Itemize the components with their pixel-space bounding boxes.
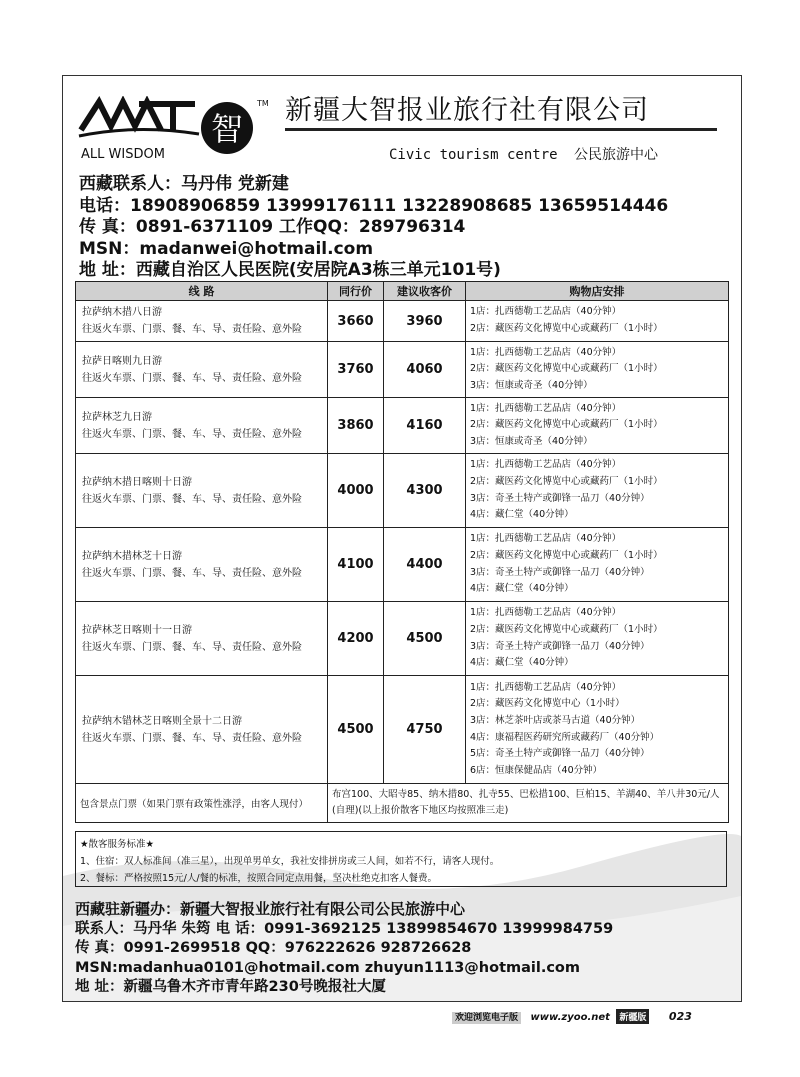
table-row: [76, 602, 729, 676]
tibet-contact-block: [79, 174, 668, 282]
route-name: 拉萨纳木措林芝十日游: [82, 550, 182, 562]
route-cell: [76, 602, 328, 676]
route-cell: [76, 676, 328, 784]
office-title: 西藏驻新疆办：新疆大智报业旅行社有限公司公民旅游中心: [75, 900, 466, 918]
shop-item: 2店：藏医药文化博览中心或藏药厂（1小时）: [470, 323, 663, 334]
shop-item: 2店：藏医药文化博览中心（1小时）: [470, 698, 625, 710]
retail-price: 4060: [384, 342, 466, 398]
shop-item: 2店：藏医药文化博览中心或藏药厂（1小时）: [470, 475, 663, 487]
service-standard-title: ★散客服务标准★: [80, 839, 155, 850]
route-cell: [76, 342, 328, 398]
route-cell: [76, 454, 328, 528]
shop-item: 1店：扎西德勒工艺品店（40分钟）: [470, 681, 622, 693]
retail-price: 3960: [384, 301, 466, 342]
route-name: 拉萨纳木措日喀则十日游: [82, 476, 192, 488]
shop-item: 1店：扎西德勒工艺品店（40分钟）: [470, 459, 622, 471]
office-phone: 联系人：马丹华 朱筠 电 话：0991-3692125 13899854670 13999984759: [75, 920, 614, 937]
table-row: [76, 454, 729, 528]
peer-price: 3760: [328, 342, 384, 398]
shop-item: 3店：奇圣土特产或御锋一品刀（40分钟）: [470, 566, 650, 578]
route-cell: [76, 398, 328, 454]
shop-item: 4店：藏仁堂（40分钟）: [470, 509, 574, 521]
shop-item: 2店：藏医药文化博览中心或藏药厂（1小时）: [470, 419, 663, 431]
company-name: 新疆大智报业旅行社有限公司: [285, 95, 649, 126]
peer-price: 4200: [328, 602, 384, 676]
shop-item: 2店：藏医药文化博览中心或藏药厂（1小时）: [470, 549, 663, 561]
svg-text:ALL WISDOM: ALL WISDOM: [81, 147, 165, 162]
shop-item: 1店：扎西德勒工艺品店（40分钟）: [470, 533, 622, 545]
shop-item: 1店：扎西德勒工艺品店（40分钟）: [470, 607, 622, 619]
shop-list: [466, 454, 729, 528]
shop-list: [466, 528, 729, 602]
office-msn: MSN:madanhua0101@hotmail.com zhuyun1113@hotmail.com: [75, 959, 581, 976]
shop-item: 1店：扎西德勒工艺品店（40分钟）: [470, 346, 622, 358]
route-name: 拉萨纳木措八日游: [82, 307, 162, 318]
awt-logo-icon: [77, 96, 277, 176]
page-footer: [452, 1009, 692, 1024]
title-underline: [285, 128, 717, 131]
shop-item: 4店：藏仁堂（40分钟）: [470, 657, 574, 669]
page-number: 023: [668, 1010, 692, 1023]
shop-list: [466, 676, 729, 784]
route-price-table: [75, 281, 729, 823]
route-includes: 往返火车票、门票、餐、车、导、责任险、意外险: [82, 641, 302, 653]
route-name: 拉萨纳木错林芝日喀则全景十二日游: [82, 715, 242, 727]
shop-item: 6店：恒康保健品店（40分钟）: [470, 764, 603, 776]
route-includes: 往返火车票、门票、餐、车、导、责任险、意外险: [82, 372, 302, 384]
shop-item: 2店：藏医药文化博览中心或藏药厂（1小时）: [470, 623, 663, 635]
tibet-address: 地 址：西藏自治区人民医院(安居院A3栋三单元101号): [79, 260, 501, 280]
shop-item: 3店：林芝茶叶店或茶马古道（40分钟）: [470, 714, 641, 726]
peer-price: 4100: [328, 528, 384, 602]
footer-label: 欢迎浏览电子版: [452, 1012, 521, 1024]
route-includes: 往返火车票、门票、餐、车、导、责任险、意外险: [82, 428, 302, 440]
company-logo: [77, 96, 277, 176]
shop-item: 2店：藏医药文化博览中心或藏药厂（1小时）: [470, 363, 663, 375]
header-route: 线 路: [76, 282, 328, 301]
footer-edition: 新疆版: [616, 1009, 649, 1024]
xinjiang-office-block: [75, 900, 613, 998]
included-sights-value: 布宫100、大昭寺85、纳木措80、扎寺55、巴松措100、巨柏15、羊湖40、羊八井30元/人(自理)(以上报价散客下地区均按照准三走): [328, 784, 729, 823]
tibet-contact-person: 西藏联系人：马丹伟 党新建: [79, 174, 289, 194]
table-row: [76, 528, 729, 602]
retail-price: 4750: [384, 676, 466, 784]
route-name: 拉萨林芝九日游: [82, 411, 152, 423]
office-fax: 传 真：0991-2699518 QQ：976222626 928726628: [75, 940, 472, 957]
header-shops: 购物店安排: [466, 282, 729, 301]
route-name: 拉萨林芝日喀则十一日游: [82, 624, 192, 636]
route-includes: 往返火车票、门票、餐、车、导、责任险、意外险: [82, 324, 302, 335]
ad-frame: [62, 75, 742, 1002]
shop-item: 3店：恒康或奇圣（40分钟）: [470, 435, 593, 447]
table-row: [76, 398, 729, 454]
office-address: 地 址：新疆乌鲁木齐市青年路230号晚报社大厦: [75, 979, 386, 996]
header-peer-price: 同行价: [328, 282, 384, 301]
route-cell: [76, 528, 328, 602]
subtitle: [389, 144, 658, 164]
tibet-msn: MSN：madanwei@hotmail.com: [79, 238, 374, 259]
route-cell: [76, 301, 328, 342]
route-name: 拉萨日喀则九日游: [82, 355, 162, 367]
peer-price: 3660: [328, 301, 384, 342]
header-retail-price: 建议收客价: [384, 282, 466, 301]
shop-item: 4店：藏仁堂（40分钟）: [470, 583, 574, 595]
included-sights-label: 包含景点门票（如果门票有政策性涨浮，由客人现付）: [76, 784, 328, 823]
footer-site-link[interactable]: www.zyoo.net: [530, 1012, 610, 1023]
shop-item: 5店：奇圣土特产或御锋一品刀（40分钟）: [470, 748, 650, 760]
retail-price: 4160: [384, 398, 466, 454]
peer-price: 4500: [328, 676, 384, 784]
peer-price: 3860: [328, 398, 384, 454]
shop-item: 1店：扎西德勒工艺品店（40分钟）: [470, 306, 622, 318]
table-row: [76, 342, 729, 398]
shop-item: 1店：扎西德勒工艺品店（40分钟）: [470, 402, 622, 414]
peer-price: 4000: [328, 454, 384, 528]
tibet-fax: 传 真：0891-6371109 工作QQ：289796314: [79, 217, 466, 237]
subtitle-en: Civic tourism centre: [389, 147, 558, 163]
table-row: [76, 676, 729, 784]
retail-price: 4300: [384, 454, 466, 528]
route-includes: 往返火车票、门票、餐、车、导、责任险、意外险: [82, 567, 302, 579]
shop-item: 4店：康福程医药研究所或藏药厂（40分钟）: [470, 731, 660, 743]
route-includes: 往返火车票、门票、餐、车、导、责任险、意外险: [82, 493, 302, 505]
shop-list: [466, 398, 729, 454]
included-sights-row: [76, 784, 729, 823]
shop-item: 3店：恒康或奇圣（40分钟）: [470, 379, 593, 391]
service-standard-item: 1、住宿：双人标准间（准三星），出现单男单女，我社安排拼房或三人间，如若不行，请客人现付。: [80, 856, 500, 867]
service-standard-item: 2、餐标：严格按照15元/人/餐的标准，按照合同定点用餐，坚决杜绝克扣客人餐费。: [80, 873, 438, 884]
shop-item: 3店：奇圣土特产或御锋一品刀（40分钟）: [470, 640, 650, 652]
route-includes: 往返火车票、门票、餐、车、导、责任险、意外险: [82, 732, 302, 744]
service-standard: [75, 831, 727, 887]
tibet-phone: 电话：18908906859 13999176111 13228908685 13659514446: [79, 195, 669, 216]
shop-item: 3店：奇圣土特产或御锋一品刀（40分钟）: [470, 492, 650, 504]
svg-text:智: 智: [210, 110, 244, 148]
retail-price: 4500: [384, 602, 466, 676]
table-row: [76, 301, 729, 342]
shop-list: [466, 342, 729, 398]
table-header-row: [76, 282, 729, 301]
shop-list: [466, 301, 729, 342]
svg-text:TM: TM: [257, 99, 269, 108]
shop-list: [466, 602, 729, 676]
subtitle-cn: 公民旅游中心: [574, 147, 659, 163]
retail-price: 4400: [384, 528, 466, 602]
